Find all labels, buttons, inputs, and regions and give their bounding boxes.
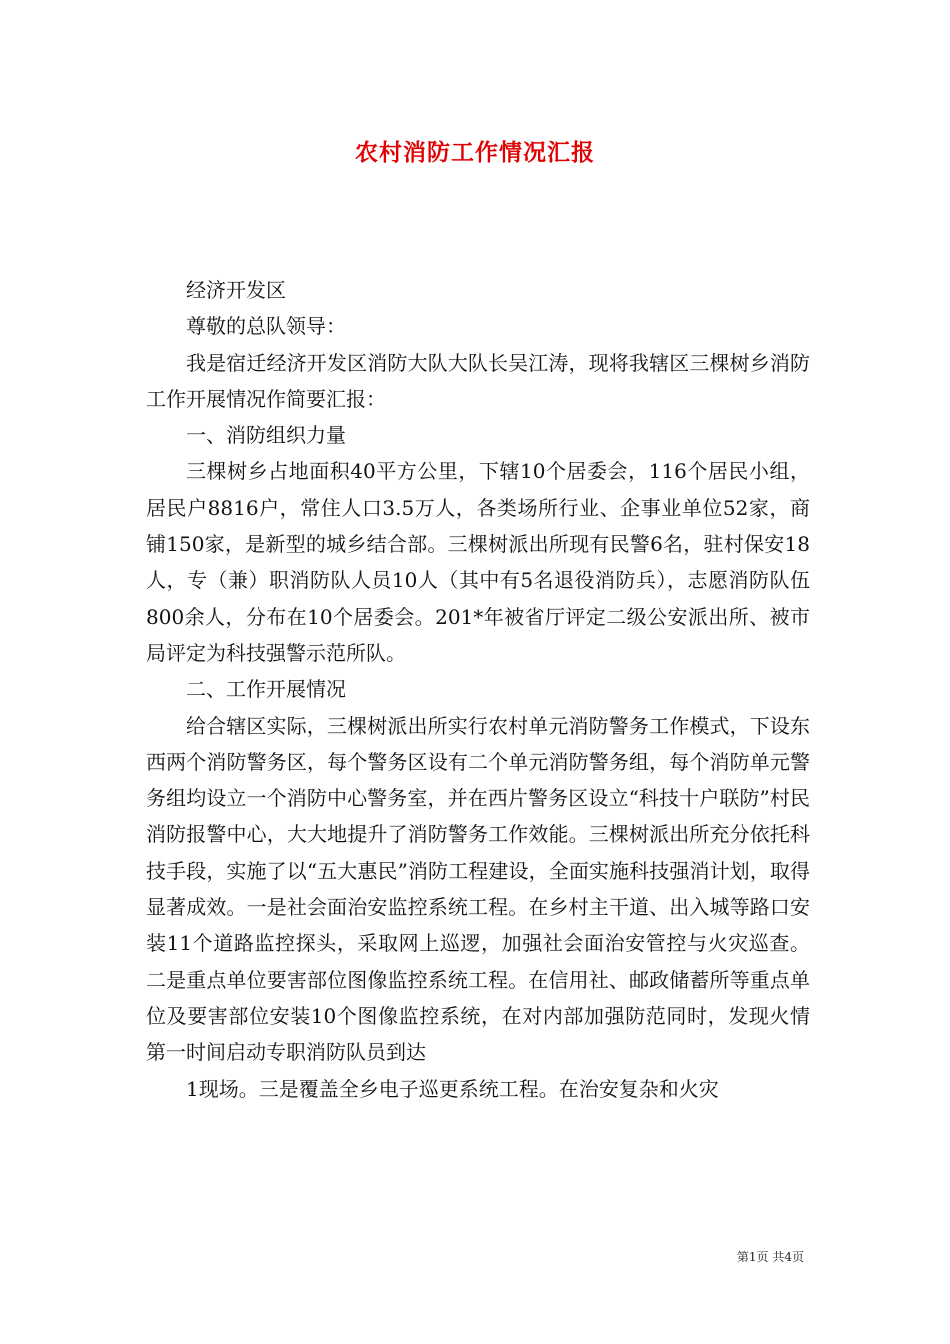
section-heading-2: 二、工作开展情况 xyxy=(186,677,346,702)
document-title: 农村消防工作情况汇报 xyxy=(355,139,595,166)
paragraph-organization: 三棵树乡占地面积40平方公里，下辖10个居委会，116个居民小组，居民户8816户，常住人口3.5万人，各类场所行业、企事业单位52家，商铺150家，是新型的城乡结合部。三棵树派出所现有民警6名，驻村保安18人，专（兼）职消防队人员10人（其中有5名退役消防兵），志愿消防队伍800余人，分布在10个居委会。201*年被省厅评定二级公安派出所、被市局评定为科技强警示范所队。 xyxy=(146,459,810,665)
document-body xyxy=(146,272,810,1107)
page-number: 第1页 共4页 xyxy=(736,1250,804,1264)
section-heading-1: 一、消防组织力量 xyxy=(186,423,346,448)
paragraph-intro: 我是宿迁经济开发区消防大队大队长吴江涛，现将我辖区三棵树乡消防工作开展情况作简要汇报： xyxy=(146,350,810,411)
paragraph-work-progress: 给合辖区实际，三棵树派出所实行农村单元消防警务工作模式，下设东西两个消防警务区，每个警务区设有二个单元消防警务组，每个消防单元警务组均设立一个消防中心警务室，并在西片警务区设立“科技十户联防”村民消防报警中心，大大地提升了消防警务工作效能。三棵树派出所充分依托科技手段，实施了以“五大惠民”消防工程建设，全面实施科技强消计划，取得显著成效。一是社会面治安监控系统工程。在乡村主干道、出入城等路口安装11个道路监控探头，采取网上巡逻，加强社会面治安管控与火灾巡查。二是重点单位要害部位图像监控系统工程。在信用社、邮政储蓄所等重点单位及要害部位安装10个图像监控系统，在对内部加强防范同时，发现火情第一时间启动专职消防队员到达 xyxy=(146,713,810,1065)
paragraph-addressee-unit: 经济开发区 xyxy=(186,278,286,302)
paragraph-salutation: 尊敬的总队领导： xyxy=(186,314,346,339)
paragraph-continuation: 1现场。三是覆盖全乡电子巡更系统工程。在治安复杂和火灾 xyxy=(186,1076,719,1101)
